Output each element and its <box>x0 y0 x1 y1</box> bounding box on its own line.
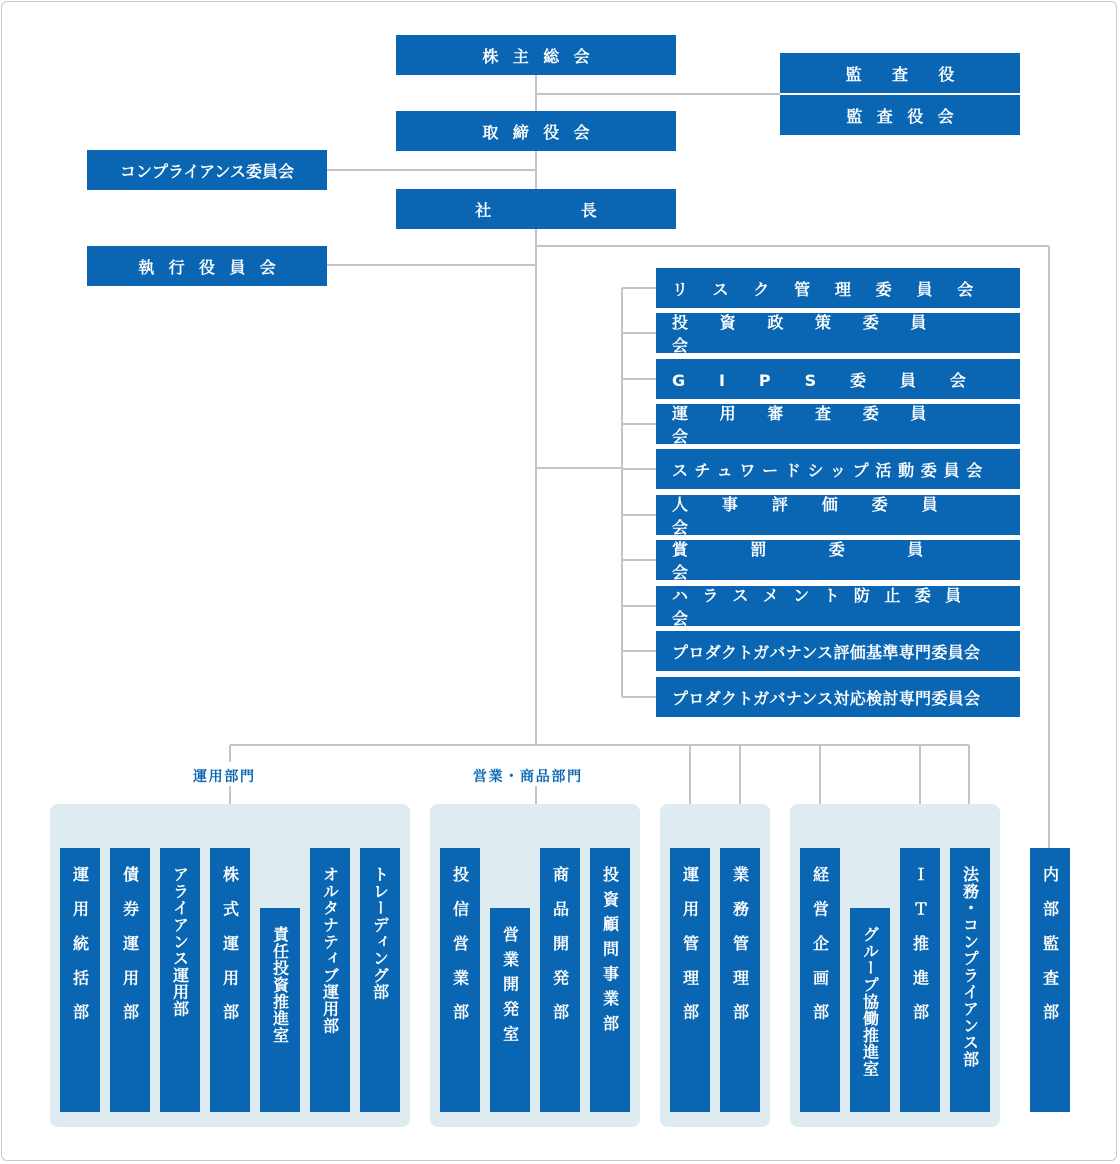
dept-label: 法務・コンプライアンス部 <box>960 866 980 1068</box>
dept-group-collaboration <box>850 908 890 1112</box>
board-of-directors-box <box>396 111 676 151</box>
committee-label: ハラスメント防止委員会 <box>672 586 976 628</box>
dept-label: グループ協働推進室 <box>860 926 880 1078</box>
dept-label: 債券運用部 <box>120 866 140 1038</box>
dept-equity-investment <box>210 848 250 1112</box>
committee-label: プロダクトガバナンス対応検討専門委員会 <box>672 688 981 708</box>
president-box <box>396 189 687 229</box>
committee-harassment-box <box>656 586 1020 626</box>
dept-legal-compliance <box>950 848 990 1112</box>
dept-label: 内部監査部 <box>1040 866 1060 1038</box>
dept-trading <box>360 848 400 1112</box>
dept-responsible-investment <box>260 908 300 1112</box>
dept-label: ＩＴ推進部 <box>910 866 930 1038</box>
committee-product-governance-response-box <box>656 677 1020 717</box>
sales-product-division-label: 営業・商品部門 <box>473 769 583 785</box>
committee-label: 投資政策委員会 <box>672 313 959 355</box>
committee-risk-box <box>656 268 1020 308</box>
president-label: 社長 <box>475 200 687 220</box>
dept-advisory-business <box>590 848 630 1112</box>
shareholders-meeting-label: 株主総会 <box>482 46 604 66</box>
compliance-committee-label: コンプライアンス委員会 <box>120 161 294 181</box>
compliance-committee-box <box>87 150 327 190</box>
executive-officers-box <box>87 246 327 286</box>
shareholders-meeting-box <box>396 35 676 75</box>
committee-label: 人事評価委員会 <box>672 495 972 537</box>
dept-label: 投信営業部 <box>450 866 470 1038</box>
committee-gips-box <box>656 359 1020 399</box>
committee-investment-review-box <box>656 404 1020 444</box>
dept-label: 経営企画部 <box>810 866 830 1038</box>
committee-label: 運用審査委員会 <box>672 404 959 446</box>
board-of-directors-label: 取締役会 <box>482 122 604 142</box>
committee-reward-punishment-box <box>656 540 1020 580</box>
dept-investment-operations <box>670 848 710 1112</box>
dept-product-development <box>540 848 580 1112</box>
dept-label: アライアンス運用部 <box>170 866 190 1018</box>
committee-label: GIPS委員会 <box>672 370 1000 390</box>
dept-label: トレーディング部 <box>370 866 390 1001</box>
committee-label: リスク管理委員会 <box>672 279 999 299</box>
dept-business-administration <box>720 848 760 1112</box>
dept-alternative-investment <box>310 848 350 1112</box>
committee-stewardship-box <box>656 449 1020 489</box>
investment-division-label: 運用部門 <box>193 769 256 785</box>
dept-label: 株式運用部 <box>220 866 240 1038</box>
dept-label: オルタナティブ運用部 <box>320 866 340 1034</box>
committee-label: スチュワードシップ活動委員会 <box>672 460 989 480</box>
committee-investment-policy-box <box>656 313 1020 353</box>
dept-internal-audit <box>1030 848 1070 1112</box>
dept-it-promotion <box>900 848 940 1112</box>
dept-fund-sales <box>440 848 480 1112</box>
dept-label: 投資顧問事業部 <box>600 866 620 1040</box>
executive-officers-label: 執行役員会 <box>138 257 291 277</box>
dept-investment-management <box>60 848 100 1112</box>
dept-label: 責任投資推進室 <box>270 926 290 1044</box>
dept-sales-development <box>490 908 530 1112</box>
committee-hr-evaluation-box <box>656 495 1020 535</box>
audit-board-box <box>780 95 1020 135</box>
dept-label: 営業開発室 <box>500 926 520 1050</box>
committee-label: プロダクトガバナンス評価基準専門委員会 <box>672 642 981 662</box>
dept-label: 運用統括部 <box>70 866 90 1038</box>
audit-board-label: 監査役会 <box>846 106 968 126</box>
dept-label: 運用管理部 <box>680 866 700 1038</box>
dept-corporate-planning <box>800 848 840 1112</box>
dept-alliance-investment <box>160 848 200 1112</box>
committee-product-governance-criteria-box <box>656 631 1020 671</box>
dept-label: 業務管理部 <box>730 866 750 1038</box>
dept-label: 商品開発部 <box>550 866 570 1038</box>
committee-label: 賞罰委員会 <box>672 540 986 582</box>
dept-fixed-income <box>110 848 150 1112</box>
auditor-box <box>780 53 1020 93</box>
auditor-label: 監査役 <box>845 64 985 84</box>
